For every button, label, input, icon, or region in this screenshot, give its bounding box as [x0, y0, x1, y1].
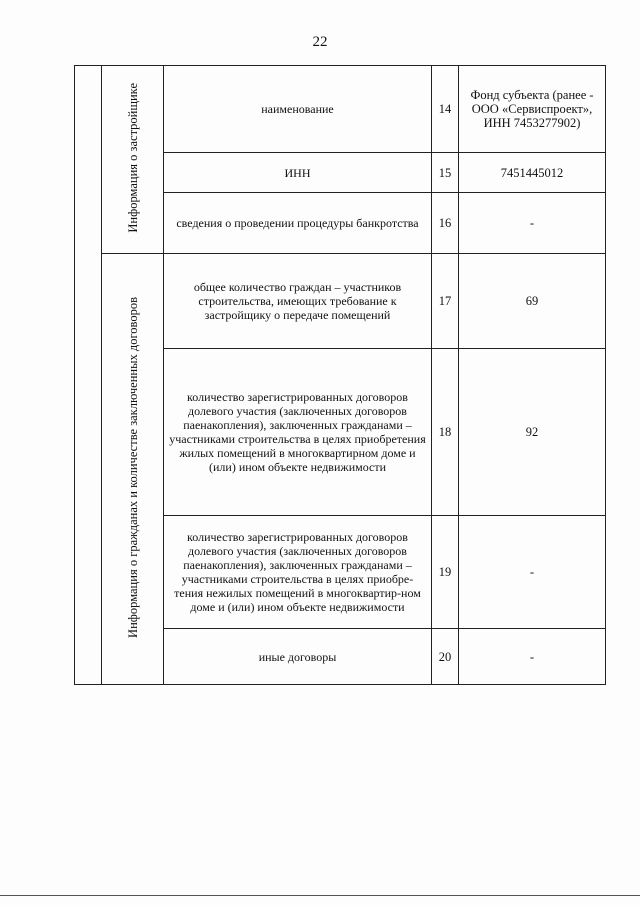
row-value: - [459, 629, 606, 685]
row-label: количество зарегистрированных договоров долевого участия (заключенных договоров паенакопления), заключенных гражданами – участниками строительства в целях приобретения жилых помещений в многоквартирном доме и (или) ином объекте недвижимости [164, 349, 432, 516]
row-number: 15 [432, 153, 459, 193]
row-number: 16 [432, 193, 459, 254]
row-number: 19 [432, 516, 459, 629]
group-label-citizens: Информация о гражданах и количестве заключенных договоров [125, 297, 140, 638]
row-number: 18 [432, 349, 459, 516]
row-number: 20 [432, 629, 459, 685]
table-row [75, 254, 606, 349]
row-number: 14 [432, 66, 459, 153]
row-value: 69 [459, 254, 606, 349]
table-row [75, 66, 606, 153]
left-margin-column [75, 66, 102, 685]
row-label: сведения о проведении процедуры банкротства [164, 193, 432, 254]
page-number: 22 [312, 34, 328, 50]
row-value: 92 [459, 349, 606, 516]
row-label: общее количество граждан – участников строительства, имеющих требование к застройщику о передаче помещений [164, 254, 432, 349]
row-label: количество зарегистрированных договоров долевого участия (заключенных договоров паенакопления), заключенных гражданами – участниками строительства в целях приобре-тения нежилых помещений в многоквартир-ном доме и (или) ином объекте недвижимости [164, 516, 432, 629]
row-label: иные договоры [164, 629, 432, 685]
page-bottom-line [0, 895, 640, 896]
group-citizens [102, 254, 164, 685]
row-value: - [459, 516, 606, 629]
row-number: 17 [432, 254, 459, 349]
group-developer [102, 66, 164, 254]
row-label: наименование [164, 66, 432, 153]
row-label: ИНН [164, 153, 432, 193]
row-value: Фонд субъекта (ранее - ООО «Сервиспроект», ИНН 7453277902) [459, 66, 606, 153]
row-value: - [459, 193, 606, 254]
group-label-developer: Информация о застройщике [125, 83, 140, 233]
info-table [74, 65, 606, 685]
row-value: 7451445012 [459, 153, 606, 193]
